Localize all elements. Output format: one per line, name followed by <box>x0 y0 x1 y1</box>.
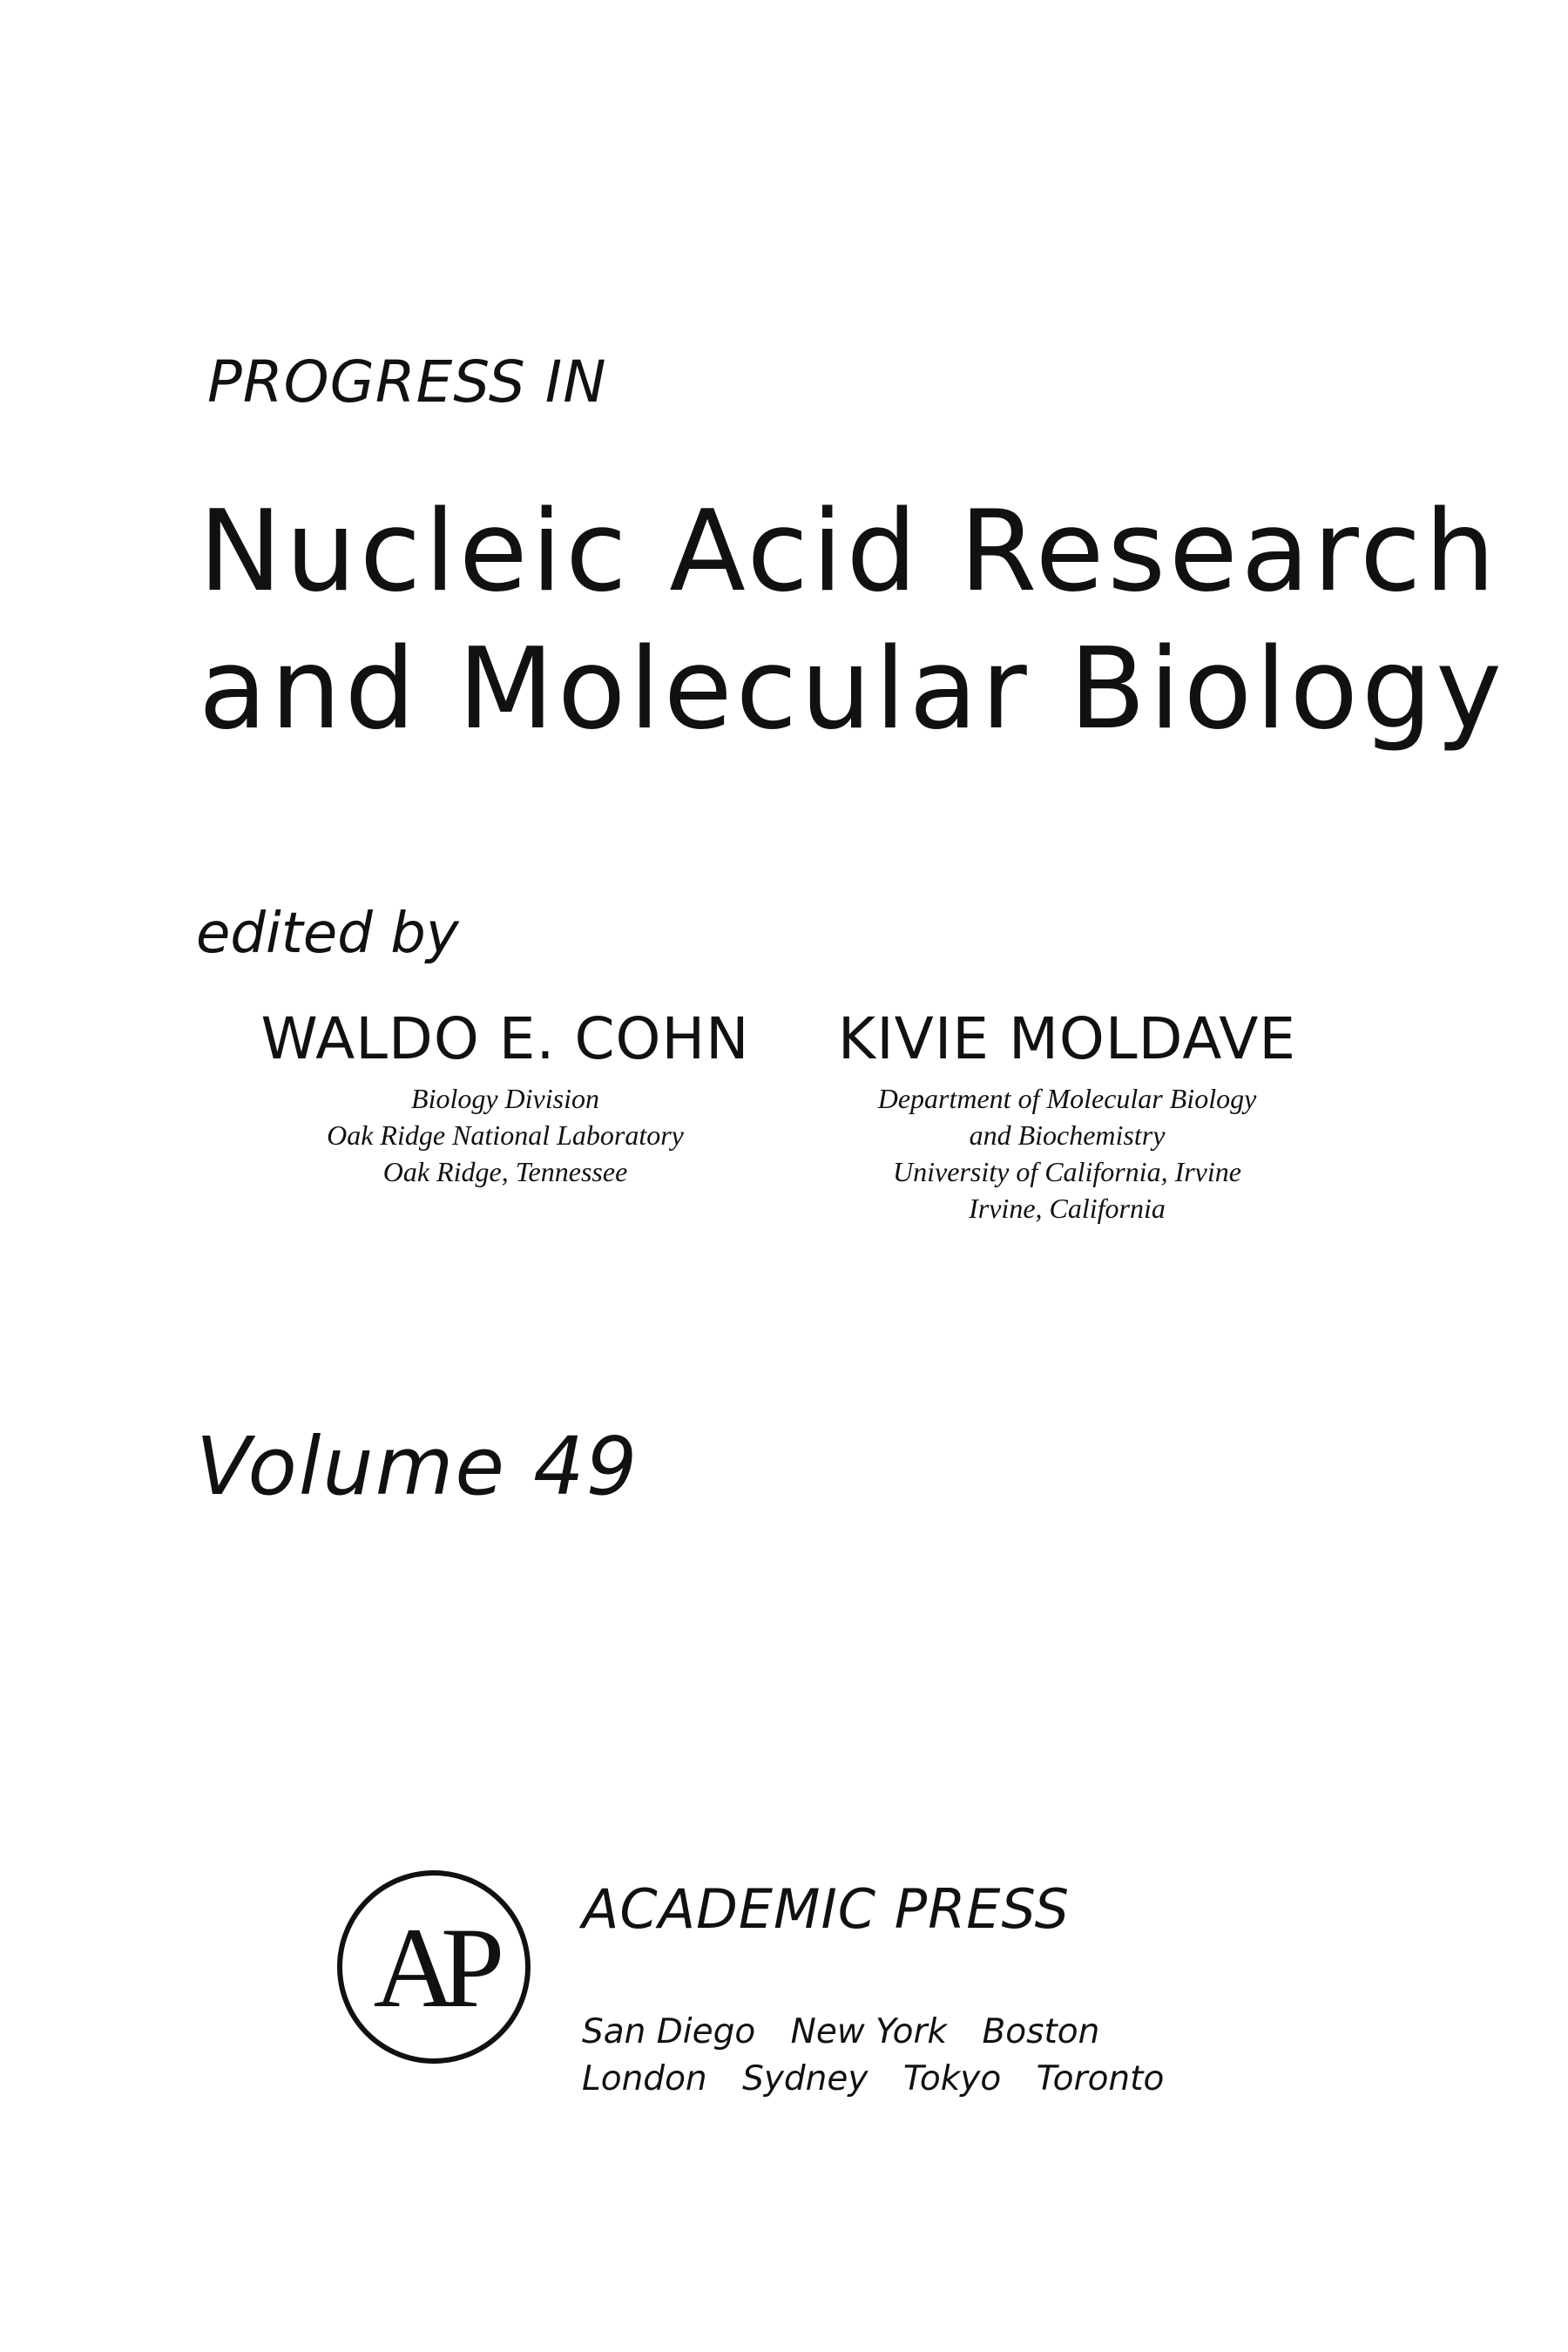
title-line-1: Nucleic Acid Research <box>199 487 1499 617</box>
affiliation-line: Biology Division <box>411 1083 599 1114</box>
editor-name: KIVIE MOLDAVE <box>837 1005 1297 1072</box>
affiliation-line: University of California, Irvine <box>893 1156 1241 1187</box>
city-name: Tokyo <box>902 2059 1002 2099</box>
affiliation-line: Department of Molecular Biology <box>877 1083 1257 1114</box>
city-name: Toronto <box>1036 2059 1165 2099</box>
academic-press-logo-icon <box>334 1867 534 2067</box>
publisher-cities-row-2 <box>582 2059 1188 2099</box>
title-line-2: and Molecular Biology <box>199 625 1505 754</box>
affiliation-line: Irvine, California <box>969 1193 1166 1224</box>
editor-block-1 <box>200 1005 810 1190</box>
volume-number: Volume 49 <box>196 1420 639 1513</box>
city-name: Sydney <box>742 2059 868 2099</box>
editor-name: WALDO E. COHN <box>260 1005 750 1072</box>
city-name: Boston <box>982 2012 1100 2051</box>
city-name: San Diego <box>582 2012 756 2051</box>
editor-affiliation <box>762 1080 1372 1227</box>
affiliation-line: and Biochemistry <box>969 1119 1166 1151</box>
editor-block-2 <box>762 1005 1372 1227</box>
editor-affiliation <box>200 1080 810 1190</box>
edited-by-label: edited by <box>196 902 459 966</box>
affiliation-line: Oak Ridge, Tennessee <box>382 1156 628 1187</box>
city-name: London <box>582 2059 707 2099</box>
series-prefix: PROGRESS IN <box>207 348 607 416</box>
publisher-cities-row-1 <box>582 2012 1124 2051</box>
affiliation-line: Oak Ridge National Laboratory <box>327 1119 684 1151</box>
city-name: New York <box>790 2012 948 2051</box>
publisher-name: ACADEMIC PRESS <box>582 1877 1070 1941</box>
logo-lettering: AP <box>373 1903 490 2031</box>
